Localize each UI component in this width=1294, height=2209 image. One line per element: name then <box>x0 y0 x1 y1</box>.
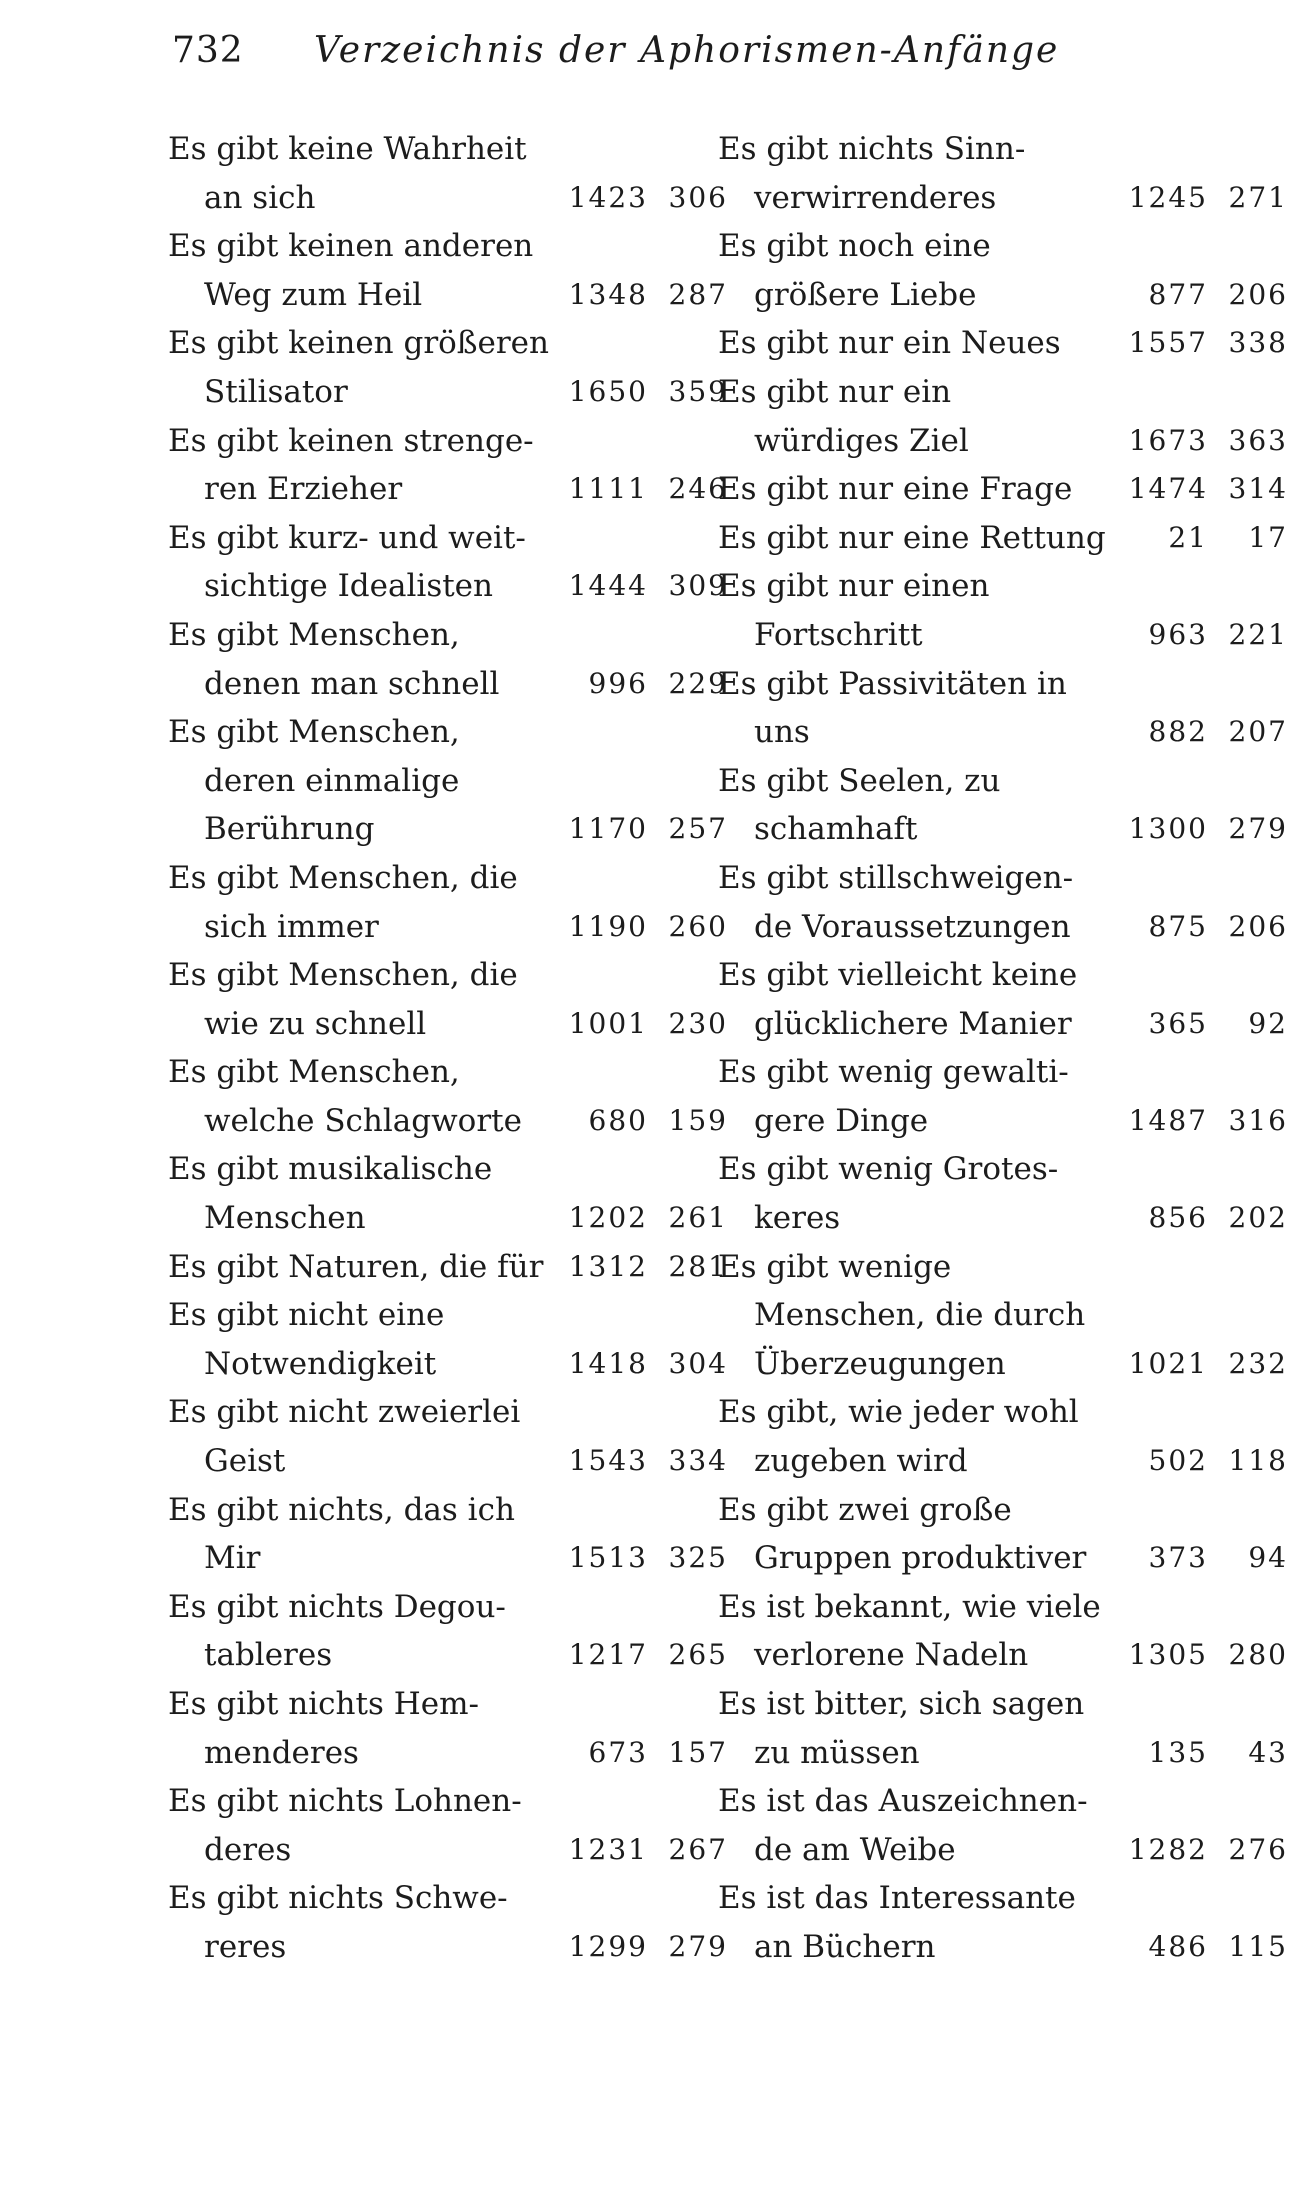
index-entry <box>718 222 1288 319</box>
entry-text: menderes <box>204 1734 359 1771</box>
entry-first-line <box>718 368 1278 417</box>
entry-continuation-line <box>718 1000 1288 1049</box>
index-entry <box>168 1583 728 1680</box>
entry-text: welche Schlagworte <box>204 1102 522 1139</box>
aphorism-number: 877 <box>1148 277 1208 311</box>
entry-first-line <box>718 1874 1278 1923</box>
entry-text: Menschen, die durch <box>754 1297 1086 1334</box>
page-reference: 157 <box>668 1735 728 1769</box>
entry-first-line <box>718 1777 1278 1826</box>
entry-text: Es gibt nichts Hem- <box>168 1686 479 1722</box>
entry-continuation-line <box>718 1437 1288 1486</box>
entry-continuation-line <box>718 174 1288 223</box>
entry-text: Es gibt nur einen <box>718 568 990 605</box>
entry-first-line <box>718 1583 1278 1632</box>
aphorism-number: 1348 <box>568 277 648 311</box>
entry-first-line <box>168 125 728 174</box>
entry-continuation-line <box>168 1097 728 1146</box>
entry-first-line <box>168 1243 728 1292</box>
entry-continuation-line <box>718 1291 1278 1340</box>
entry-text: glücklichere Manier <box>754 1005 1072 1042</box>
page-reference: 314 <box>1228 472 1288 506</box>
page-reference: 94 <box>1248 1541 1288 1575</box>
entry-text: Überzeugungen <box>754 1345 1006 1382</box>
index-entry <box>718 514 1288 563</box>
aphorism-number: 502 <box>1148 1444 1208 1478</box>
entry-text: Es gibt nichts Schwe- <box>168 1880 508 1917</box>
index-entry <box>718 319 1288 368</box>
entry-first-line <box>168 417 728 466</box>
entry-first-line <box>168 1291 728 1340</box>
entry-text: sichtige Idealisten <box>204 568 493 605</box>
page-reference: 271 <box>1228 180 1288 214</box>
aphorism-number: 1418 <box>568 1346 648 1380</box>
entry-text: Es gibt Passivitäten in <box>718 665 1067 702</box>
entry-first-line <box>168 1048 728 1097</box>
entry-continuation-line <box>718 805 1288 854</box>
aphorism-number: 1423 <box>568 180 648 214</box>
entry-first-line <box>718 660 1278 709</box>
entry-text: Es gibt Menschen, <box>168 1054 460 1091</box>
entry-text: an sich <box>204 179 316 216</box>
entry-continuation-line <box>718 1631 1288 1680</box>
entry-continuation-line <box>168 562 728 611</box>
page-reference: 265 <box>668 1638 728 1672</box>
entry-continuation-line <box>168 1437 728 1486</box>
entry-first-line <box>168 1486 728 1535</box>
entry-continuation-line <box>718 611 1288 660</box>
entry-text: Es gibt keinen anderen <box>168 228 534 265</box>
index-entry <box>168 1048 728 1145</box>
aphorism-number: 1245 <box>1128 180 1208 214</box>
index-entry <box>168 951 728 1048</box>
entry-text: Es gibt kurz- und weit- <box>168 519 526 556</box>
page-header <box>172 30 1059 71</box>
entry-text: uns <box>754 714 810 751</box>
index-entry <box>718 854 1288 951</box>
entry-text: Es gibt nur eine Frage <box>718 471 1073 508</box>
entry-continuation-line <box>718 1097 1288 1146</box>
index-entry <box>168 611 728 708</box>
entry-text: Es ist bitter, sich sagen <box>718 1686 1085 1722</box>
entry-first-line <box>168 1583 728 1632</box>
entry-continuation-line <box>718 1826 1288 1875</box>
index-entry <box>168 708 728 854</box>
entry-text: deren einmalige <box>204 762 460 799</box>
aphorism-number: 1650 <box>568 374 648 408</box>
page-reference: 309 <box>668 569 728 603</box>
entry-text: tableres <box>204 1637 333 1674</box>
index-entry <box>718 562 1288 659</box>
aphorism-number: 1170 <box>568 812 648 846</box>
page-reference: 325 <box>668 1541 728 1575</box>
page-reference: 287 <box>668 277 728 311</box>
entry-text: Es gibt wenig Grotes- <box>718 1151 1059 1188</box>
entry-first-line <box>718 951 1278 1000</box>
entry-first-line <box>168 319 728 368</box>
aphorism-number: 1111 <box>568 472 648 506</box>
page-reference: 118 <box>1228 1444 1288 1478</box>
entry-first-line <box>168 1388 728 1437</box>
entry-continuation-line <box>168 1194 728 1243</box>
entry-first-line <box>168 222 728 271</box>
index-entry <box>168 854 728 951</box>
entry-continuation-line <box>168 271 728 320</box>
aphorism-number: 1282 <box>1128 1832 1208 1866</box>
index-entry <box>718 1680 1288 1777</box>
page-reference: 359 <box>668 374 728 408</box>
entry-text: ren Erzieher <box>204 471 403 508</box>
entry-text: Berührung <box>204 811 375 848</box>
page-title: Verzeichnis der Aphorismen-Anfänge <box>314 30 1060 71</box>
aphorism-number: 1543 <box>568 1444 648 1478</box>
page-reference: 304 <box>668 1346 728 1380</box>
entry-text: Geist <box>204 1443 286 1480</box>
entry-continuation-line <box>168 660 728 709</box>
entry-text: Es gibt nicht zweierlei <box>168 1394 521 1431</box>
page-reference: 261 <box>668 1201 728 1235</box>
page-reference: 115 <box>1228 1929 1288 1963</box>
aphorism-number: 1190 <box>568 909 648 943</box>
index-entry <box>168 125 728 222</box>
index-entry <box>168 1388 728 1485</box>
index-column-left <box>168 125 728 1972</box>
aphorism-number: 486 <box>1148 1929 1208 1963</box>
entry-text: Menschen <box>204 1200 366 1237</box>
entry-continuation-line <box>168 757 728 806</box>
entry-first-line <box>718 514 1288 563</box>
page-reference: 279 <box>1228 812 1288 846</box>
page-reference: 316 <box>1228 1103 1288 1137</box>
entry-text: Es gibt keinen größeren <box>168 325 549 362</box>
entry-text: denen man schnell <box>204 665 500 702</box>
index-entry <box>168 417 728 514</box>
entry-text: würdiges Ziel <box>754 422 969 459</box>
page-reference: 363 <box>1228 423 1288 457</box>
index-entry <box>168 222 728 319</box>
page-reference: 276 <box>1228 1832 1288 1866</box>
entry-text: Es gibt nichts Sinn- <box>718 131 1026 167</box>
page-reference: 43 <box>1248 1735 1288 1769</box>
index-entry <box>168 319 728 416</box>
aphorism-number: 875 <box>1148 909 1208 943</box>
index-entry <box>718 125 1288 222</box>
entry-continuation-line <box>718 708 1288 757</box>
entry-first-line <box>168 854 728 903</box>
entry-text: größere Liebe <box>754 276 977 313</box>
entry-text: Es gibt keine Wahrheit <box>168 131 527 167</box>
aphorism-number: 963 <box>1148 617 1208 651</box>
page-reference: 17 <box>1248 520 1288 554</box>
entry-text: Stilisator <box>204 373 348 410</box>
entry-text: Es gibt Menschen, die <box>168 859 518 896</box>
entry-text: Es gibt nicht eine <box>168 1297 445 1334</box>
aphorism-number: 1305 <box>1128 1638 1208 1672</box>
index-entry <box>718 951 1288 1048</box>
entry-continuation-line <box>718 1923 1288 1972</box>
aphorism-number: 996 <box>588 666 648 700</box>
entry-continuation-line <box>168 1923 728 1972</box>
entry-continuation-line <box>168 903 728 952</box>
index-entry <box>718 1388 1288 1485</box>
entry-text: Es gibt Naturen, die für <box>168 1248 544 1285</box>
entry-text: wie zu schnell <box>204 1005 427 1042</box>
page-reference: 232 <box>1228 1346 1288 1380</box>
entry-continuation-line <box>168 368 728 417</box>
aphorism-number: 373 <box>1148 1541 1208 1575</box>
entry-continuation-line <box>168 805 728 854</box>
entry-first-line <box>718 319 1288 368</box>
entry-first-line <box>718 1145 1278 1194</box>
entry-text: Es gibt wenige <box>718 1248 952 1285</box>
entry-text: Es gibt Seelen, zu <box>718 762 1001 799</box>
entry-text: Fortschritt <box>754 616 923 653</box>
entry-text: deres <box>204 1831 292 1868</box>
aphorism-number: 1231 <box>568 1832 648 1866</box>
entry-text: gere Dinge <box>754 1102 929 1139</box>
entry-text: Es gibt Menschen, <box>168 616 460 653</box>
entry-first-line <box>168 1145 728 1194</box>
entry-text: sich immer <box>204 908 379 945</box>
page-reference: 92 <box>1248 1006 1288 1040</box>
entry-first-line <box>168 951 728 1000</box>
entry-first-line <box>718 854 1278 903</box>
index-entry <box>168 1243 728 1292</box>
index-column-right <box>718 125 1288 1972</box>
entry-text: Es gibt nur ein Neues <box>718 325 1061 362</box>
entry-continuation-line <box>168 1534 728 1583</box>
entry-continuation-line <box>718 1534 1288 1583</box>
page-reference: 257 <box>668 812 728 846</box>
page-reference: 246 <box>668 472 728 506</box>
entry-text: Es gibt nichts Degou- <box>168 1588 506 1625</box>
index-entry <box>718 1048 1288 1145</box>
index-entry <box>168 1486 728 1583</box>
aphorism-number: 1299 <box>568 1929 648 1963</box>
page-reference: 221 <box>1228 617 1288 651</box>
entry-text: Gruppen produktiver <box>754 1540 1087 1577</box>
page-reference: 207 <box>1228 715 1288 749</box>
index-entry <box>718 1874 1288 1971</box>
page-reference: 281 <box>668 1249 728 1283</box>
entry-continuation-line <box>168 1826 728 1875</box>
entry-continuation-line <box>168 1729 728 1778</box>
entry-text: Es gibt Menschen, die <box>168 957 518 994</box>
entry-text: verlorene Nadeln <box>754 1637 1029 1674</box>
index-entry <box>168 1680 728 1777</box>
page-reference: 334 <box>668 1444 728 1478</box>
index-entry <box>168 1874 728 1971</box>
page-reference: 260 <box>668 909 728 943</box>
index-entry <box>168 1145 728 1242</box>
aphorism-number: 673 <box>588 1735 648 1769</box>
entry-text: keres <box>754 1200 841 1237</box>
page-reference: 267 <box>668 1832 728 1866</box>
aphorism-number: 1217 <box>568 1638 648 1672</box>
entry-text: Es gibt zwei große <box>718 1491 1012 1528</box>
page-reference: 159 <box>668 1103 728 1137</box>
entry-first-line <box>168 1680 728 1729</box>
page-reference: 280 <box>1228 1638 1288 1672</box>
entry-text: an Büchern <box>754 1928 936 1965</box>
index-entry <box>718 757 1288 854</box>
entry-first-line <box>718 1486 1278 1535</box>
entry-text: reres <box>204 1928 287 1965</box>
index-entry <box>718 1486 1288 1583</box>
entry-first-line <box>718 1048 1278 1097</box>
aphorism-number: 1001 <box>568 1006 648 1040</box>
entry-continuation-line <box>168 1000 728 1049</box>
entry-continuation-line <box>718 1194 1288 1243</box>
entry-text: Es gibt vielleicht keine <box>718 957 1078 994</box>
aphorism-number: 882 <box>1148 715 1208 749</box>
entry-text: Es gibt noch eine <box>718 228 991 265</box>
aphorism-number: 135 <box>1148 1735 1208 1769</box>
entry-continuation-line <box>718 417 1288 466</box>
entry-first-line <box>168 514 728 563</box>
entry-continuation-line <box>168 465 728 514</box>
page-reference: 206 <box>1228 277 1288 311</box>
index-entry <box>168 1777 728 1874</box>
index-entry <box>168 514 728 611</box>
entry-first-line <box>718 125 1278 174</box>
entry-text: Weg zum Heil <box>204 276 423 313</box>
entry-text: Notwendigkeit <box>204 1345 437 1382</box>
index-entry <box>718 1777 1288 1874</box>
aphorism-number: 1021 <box>1128 1346 1208 1380</box>
entry-text: Es gibt nichts, das ich <box>168 1491 515 1528</box>
entry-continuation-line <box>168 1340 728 1389</box>
index-entry <box>718 1243 1288 1389</box>
aphorism-number: 1444 <box>568 569 648 603</box>
entry-text: Es gibt Menschen, <box>168 714 460 751</box>
index-entry <box>718 368 1288 465</box>
entry-text: Es gibt nur eine Rettung <box>718 519 1106 556</box>
entry-first-line <box>718 1680 1278 1729</box>
entry-first-line <box>718 465 1288 514</box>
page-reference: 279 <box>668 1929 728 1963</box>
entry-first-line <box>718 1388 1278 1437</box>
page-number: 732 <box>172 30 244 71</box>
aphorism-number: 1513 <box>568 1541 648 1575</box>
index-entry <box>718 660 1288 757</box>
page-reference: 206 <box>1228 909 1288 943</box>
entry-first-line <box>168 611 728 660</box>
index-entry <box>168 1291 728 1388</box>
entry-first-line <box>718 222 1278 271</box>
entry-text: de am Weibe <box>754 1831 956 1868</box>
entry-text: zu müssen <box>754 1734 920 1771</box>
entry-continuation-line <box>718 1340 1288 1389</box>
entry-continuation-line <box>718 903 1288 952</box>
entry-text: Mir <box>204 1540 261 1577</box>
page-reference: 230 <box>668 1006 728 1040</box>
entry-text: Es gibt, wie jeder wohl <box>718 1394 1079 1431</box>
aphorism-number: 1312 <box>568 1249 648 1283</box>
aphorism-number: 1202 <box>568 1201 648 1235</box>
aphorism-number: 680 <box>588 1103 648 1137</box>
entry-text: verwirrenderes <box>754 179 997 216</box>
aphorism-number: 856 <box>1148 1201 1208 1235</box>
index-entry <box>718 1145 1288 1242</box>
entry-text: schamhaft <box>754 811 918 848</box>
aphorism-number: 1300 <box>1128 812 1208 846</box>
index-entry <box>718 465 1288 514</box>
entry-text: Es gibt wenig gewalti- <box>718 1054 1069 1091</box>
page-reference: 338 <box>1228 326 1288 360</box>
aphorism-number: 21 <box>1168 520 1208 554</box>
entry-continuation-line <box>718 271 1288 320</box>
entry-text: de Voraussetzungen <box>754 908 1071 945</box>
aphorism-number: 1557 <box>1128 326 1208 360</box>
entry-text: Es gibt musikalische <box>168 1151 493 1188</box>
aphorism-number: 1474 <box>1128 472 1208 506</box>
entry-text: Es gibt nichts Lohnen- <box>168 1783 522 1820</box>
entry-text: zugeben wird <box>754 1443 968 1480</box>
entry-continuation-line <box>718 1729 1288 1778</box>
index-entry <box>718 1583 1288 1680</box>
aphorism-number: 1673 <box>1128 423 1208 457</box>
entry-text: Es gibt stillschweigen- <box>718 859 1074 896</box>
entry-text: Es ist das Interessante <box>718 1880 1076 1917</box>
entry-first-line <box>168 708 728 757</box>
entry-first-line <box>168 1874 728 1923</box>
entry-first-line <box>718 1243 1278 1292</box>
entry-text: Es ist das Auszeichnen- <box>718 1783 1088 1820</box>
entry-continuation-line <box>168 1631 728 1680</box>
page-reference: 306 <box>668 180 728 214</box>
entry-text: Es gibt keinen strenge- <box>168 422 534 459</box>
entry-first-line <box>718 562 1278 611</box>
entry-continuation-line <box>168 174 728 223</box>
page-reference: 229 <box>668 666 728 700</box>
aphorism-number: 1487 <box>1128 1103 1208 1137</box>
page-reference: 202 <box>1228 1201 1288 1235</box>
aphorism-number: 365 <box>1148 1006 1208 1040</box>
entry-first-line <box>718 757 1278 806</box>
entry-text: Es ist bekannt, wie viele <box>718 1588 1101 1625</box>
entry-first-line <box>168 1777 728 1826</box>
entry-text: Es gibt nur ein <box>718 373 952 410</box>
